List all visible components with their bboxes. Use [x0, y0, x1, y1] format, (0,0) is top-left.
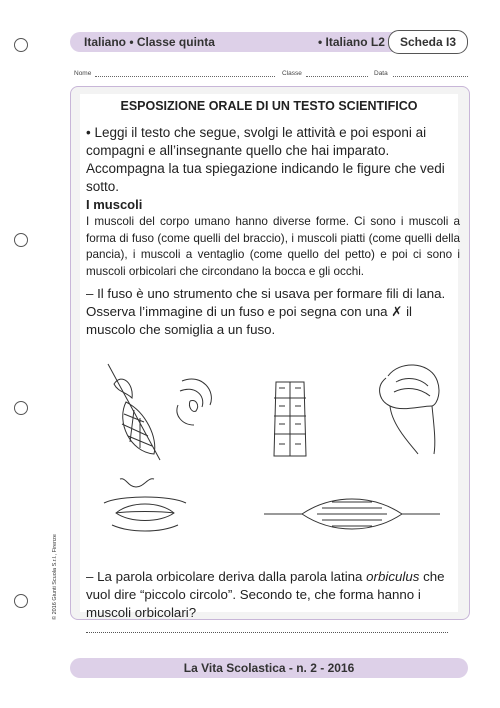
name-field[interactable] [95, 76, 275, 77]
eye-muscle-icon [172, 375, 217, 430]
date-field[interactable] [393, 76, 468, 77]
binder-hole [14, 233, 28, 247]
page-title: ESPOSIZIONE ORALE DI UN TESTO SCIENTIFICO [120, 99, 418, 113]
binder-hole [14, 594, 28, 608]
abdominal-muscle-icon [270, 378, 310, 460]
copyright-note: © 2016 Giunti Scuola S.r.l., Firenze [52, 534, 58, 620]
class-field-label: Classe [282, 70, 302, 77]
latin-word: orbiculus [366, 569, 420, 584]
task-spindle: – Il fuso è uno strumento che si usava per formare fili di lana. Osserva l’immagine di un fuso e poi segna con una ✗ il muscolo che somiglia a un fuso. [86, 286, 446, 337]
section-heading: I muscoli [86, 197, 143, 212]
task-orbicular-text-1: – La parola orbicolare deriva dalla parola latina [86, 569, 367, 584]
subject-class-label: Italiano • Classe quinta [84, 35, 215, 49]
binder-hole [14, 38, 28, 52]
section-text: I muscoli del corpo umano hanno diverse forme. Ci sono i muscoli a forma di fuso (come quelli del braccio), i muscoli piatti (come quelli della pancia), i muscoli a ventaglio (come quello del petto) e poi ci sono i muscoli orbicolari che circondano la bocca e gli occhi. [86, 215, 460, 278]
task-orbicular-text-2: che vuol dire “piccolo circolo”. Secondo te, che forma hanno i muscoli orbicolari? [86, 569, 445, 620]
binder-hole [14, 401, 28, 415]
date-field-label: Data [374, 70, 388, 77]
answer-line[interactable] [86, 632, 448, 633]
mouth-muscle-icon [100, 475, 190, 535]
name-field-label: Nome [74, 70, 92, 77]
worksheet-id: Scheda I3 [388, 30, 468, 54]
subject-label: • Italiano L2 [318, 35, 385, 49]
footer-bar: La Vita Scolastica - n. 2 - 2016 [70, 658, 468, 678]
class-field[interactable] [306, 76, 368, 77]
task-orbicular [86, 568, 460, 622]
shoulder-muscle-icon [372, 356, 444, 456]
instructions: • Leggi il testo che segue, svolgi le attività e poi esponi ai compagni e all’insegnante quello che hai imparato. Accompagna la tua spiegazione indicando le figure che vedi sotto. [86, 125, 445, 194]
fusiform-muscle-icon [262, 490, 442, 540]
spindle-icon [100, 362, 170, 462]
